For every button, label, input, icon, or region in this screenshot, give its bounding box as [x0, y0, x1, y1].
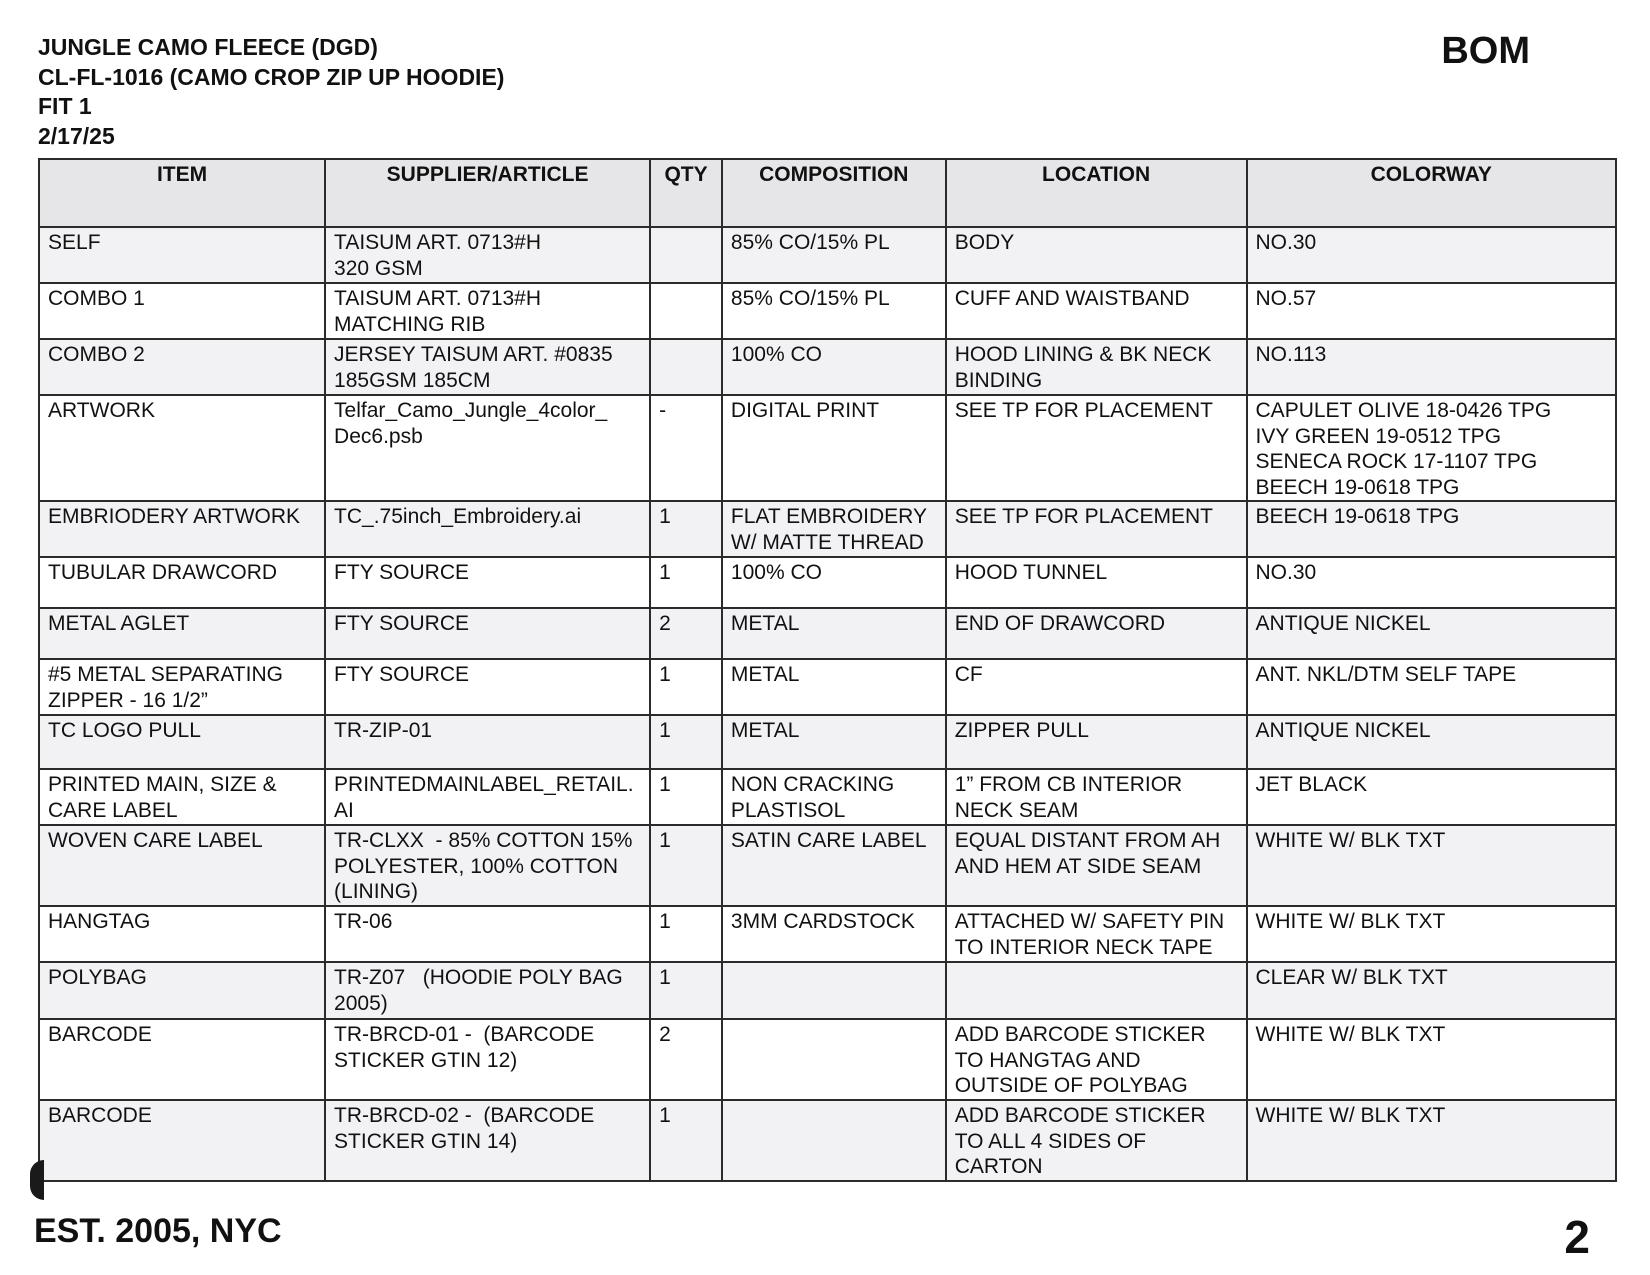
- cell-supplier: TR-ZIP-01: [325, 715, 650, 769]
- table-row: [39, 283, 1616, 339]
- cell-colorway: CLEAR W/ BLK TXT: [1247, 962, 1616, 1019]
- cell-qty: [650, 283, 722, 339]
- cell-location: SEE TP FOR PLACEMENT: [946, 395, 1247, 501]
- bom-table-body: [39, 227, 1616, 1181]
- cell-supplier: TR-BRCD-02 - (BARCODE STICKER GTIN 14): [325, 1100, 650, 1181]
- table-row: [39, 962, 1616, 1019]
- cell-qty: -: [650, 395, 722, 501]
- cell-location: ADD BARCODE STICKER TO HANGTAG AND OUTSIDE OF POLYBAG: [946, 1019, 1247, 1100]
- cell-supplier: TC_.75inch_Embroidery.ai: [325, 501, 650, 557]
- cell-colorway: BEECH 19-0618 TPG: [1247, 501, 1616, 557]
- cell-location: BODY: [946, 227, 1247, 283]
- table-row: [39, 339, 1616, 395]
- cell-colorway: ANT. NKL/DTM SELF TAPE: [1247, 659, 1616, 715]
- cell-qty: 1: [650, 825, 722, 906]
- cell-supplier: Telfar_Camo_Jungle_4color_ Dec6.psb: [325, 395, 650, 501]
- cell-colorway: JET BLACK: [1247, 769, 1616, 825]
- cell-composition: 85% CO/15% PL: [722, 283, 946, 339]
- cell-location: CF: [946, 659, 1247, 715]
- cell-location: 1” FROM CB INTERIOR NECK SEAM: [946, 769, 1247, 825]
- brand-logo-fragment: [30, 1160, 44, 1200]
- cell-colorway: NO.113: [1247, 339, 1616, 395]
- cell-colorway: CAPULET OLIVE 18-0426 TPG IVY GREEN 19-0512 TPG SENECA ROCK 17-1107 TPG BEECH 19-0618 TPG: [1247, 395, 1616, 501]
- document-date: 2/17/25: [38, 122, 115, 149]
- table-row: [39, 501, 1616, 557]
- cell-qty: 1: [650, 769, 722, 825]
- cell-composition: METAL: [722, 608, 946, 659]
- bom-table: [38, 158, 1617, 1182]
- cell-location: ZIPPER PULL: [946, 715, 1247, 769]
- cell-item: TC LOGO PULL: [39, 715, 325, 769]
- cell-composition: 3MM CARDSTOCK: [722, 906, 946, 962]
- cell-supplier: PRINTEDMAINLABEL_RETAIL. AI: [325, 769, 650, 825]
- cell-colorway: WHITE W/ BLK TXT: [1247, 906, 1616, 962]
- cell-supplier: TR-Z07 (HOODIE POLY BAG 2005): [325, 962, 650, 1019]
- cell-composition: 100% CO: [722, 339, 946, 395]
- table-row: [39, 1100, 1616, 1181]
- cell-supplier: TAISUM ART. 0713#H 320 GSM: [325, 227, 650, 283]
- page-number: 2: [1564, 1211, 1590, 1263]
- cell-supplier: FTY SOURCE: [325, 557, 650, 608]
- cell-composition: METAL: [722, 715, 946, 769]
- cell-colorway: WHITE W/ BLK TXT: [1247, 1019, 1616, 1100]
- cell-supplier: TR-CLXX - 85% COTTON 15% POLYESTER, 100% COTTON (LINING): [325, 825, 650, 906]
- cell-item: COMBO 2: [39, 339, 325, 395]
- style-number: CL-FL-1016 (CAMO CROP ZIP UP HOODIE): [38, 63, 505, 90]
- column-header-location: LOCATION: [946, 159, 1247, 227]
- cell-supplier: FTY SOURCE: [325, 659, 650, 715]
- cell-location: [946, 962, 1247, 1019]
- document-type-title: BOM: [1441, 30, 1530, 72]
- cell-supplier: FTY SOURCE: [325, 608, 650, 659]
- cell-composition: FLAT EMBROIDERY W/ MATTE THREAD: [722, 501, 946, 557]
- cell-colorway: WHITE W/ BLK TXT: [1247, 825, 1616, 906]
- cell-qty: 1: [650, 962, 722, 1019]
- table-header-row: [39, 159, 1616, 227]
- cell-composition: DIGITAL PRINT: [722, 395, 946, 501]
- table-row: [39, 715, 1616, 769]
- cell-location: ATTACHED W/ SAFETY PIN TO INTERIOR NECK TAPE: [946, 906, 1247, 962]
- cell-item: METAL AGLET: [39, 608, 325, 659]
- cell-colorway: WHITE W/ BLK TXT: [1247, 1100, 1616, 1181]
- cell-supplier: TR-06: [325, 906, 650, 962]
- cell-item: TUBULAR DRAWCORD: [39, 557, 325, 608]
- cell-item: POLYBAG: [39, 962, 325, 1019]
- table-row: [39, 769, 1616, 825]
- cell-composition: METAL: [722, 659, 946, 715]
- column-header-item: ITEM: [39, 159, 325, 227]
- cell-item: COMBO 1: [39, 283, 325, 339]
- cell-composition: 100% CO: [722, 557, 946, 608]
- cell-item: ARTWORK: [39, 395, 325, 501]
- cell-qty: 2: [650, 1019, 722, 1100]
- cell-qty: 1: [650, 557, 722, 608]
- column-header-colorway: COLORWAY: [1247, 159, 1616, 227]
- style-name: JUNGLE CAMO FLEECE (DGD): [38, 34, 378, 60]
- table-row: [39, 608, 1616, 659]
- cell-location: HOOD TUNNEL: [946, 557, 1247, 608]
- cell-item: WOVEN CARE LABEL: [39, 825, 325, 906]
- cell-supplier: TR-BRCD-01 - (BARCODE STICKER GTIN 12): [325, 1019, 650, 1100]
- cell-item: HANGTAG: [39, 906, 325, 962]
- cell-qty: 1: [650, 715, 722, 769]
- cell-item: SELF: [39, 227, 325, 283]
- cell-qty: [650, 339, 722, 395]
- cell-item: BARCODE: [39, 1019, 325, 1100]
- table-row: [39, 557, 1616, 608]
- cell-composition: 85% CO/15% PL: [722, 227, 946, 283]
- cell-supplier: JERSEY TAISUM ART. #0835 185GSM 185CM: [325, 339, 650, 395]
- fit-label: FIT 1: [38, 93, 92, 119]
- table-row: [39, 1019, 1616, 1100]
- cell-composition: [722, 1019, 946, 1100]
- cell-colorway: NO.57: [1247, 283, 1616, 339]
- cell-colorway: NO.30: [1247, 227, 1616, 283]
- footer-established: EST. 2005, NYC: [34, 1212, 282, 1250]
- cell-supplier: TAISUM ART. 0713#H MATCHING RIB: [325, 283, 650, 339]
- cell-item: BARCODE: [39, 1100, 325, 1181]
- cell-colorway: NO.30: [1247, 557, 1616, 608]
- cell-item: PRINTED MAIN, SIZE & CARE LABEL: [39, 769, 325, 825]
- table-row: [39, 825, 1616, 906]
- cell-composition: NON CRACKING PLASTISOL: [722, 769, 946, 825]
- table-row: [39, 227, 1616, 283]
- column-header-supplier: SUPPLIER/ARTICLE: [325, 159, 650, 227]
- cell-location: CUFF AND WAISTBAND: [946, 283, 1247, 339]
- cell-location: SEE TP FOR PLACEMENT: [946, 501, 1247, 557]
- table-row: [39, 659, 1616, 715]
- cell-location: END OF DRAWCORD: [946, 608, 1247, 659]
- table-row: [39, 395, 1616, 501]
- cell-item: EMBRIODERY ARTWORK: [39, 501, 325, 557]
- table-row: [39, 906, 1616, 962]
- column-header-qty: QTY: [650, 159, 722, 227]
- cell-composition: [722, 962, 946, 1019]
- document-header: [38, 33, 504, 151]
- cell-qty: [650, 227, 722, 283]
- cell-location: EQUAL DISTANT FROM AH AND HEM AT SIDE SEAM: [946, 825, 1247, 906]
- cell-qty: 1: [650, 906, 722, 962]
- cell-item: #5 METAL SEPARATING ZIPPER - 16 1/2”: [39, 659, 325, 715]
- cell-qty: 2: [650, 608, 722, 659]
- cell-qty: 1: [650, 659, 722, 715]
- column-header-composition: COMPOSITION: [722, 159, 946, 227]
- cell-composition: SATIN CARE LABEL: [722, 825, 946, 906]
- cell-qty: 1: [650, 1100, 722, 1181]
- cell-qty: 1: [650, 501, 722, 557]
- cell-composition: [722, 1100, 946, 1181]
- cell-location: HOOD LINING & BK NECK BINDING: [946, 339, 1247, 395]
- cell-colorway: ANTIQUE NICKEL: [1247, 715, 1616, 769]
- cell-colorway: ANTIQUE NICKEL: [1247, 608, 1616, 659]
- cell-location: ADD BARCODE STICKER TO ALL 4 SIDES OF CARTON: [946, 1100, 1247, 1181]
